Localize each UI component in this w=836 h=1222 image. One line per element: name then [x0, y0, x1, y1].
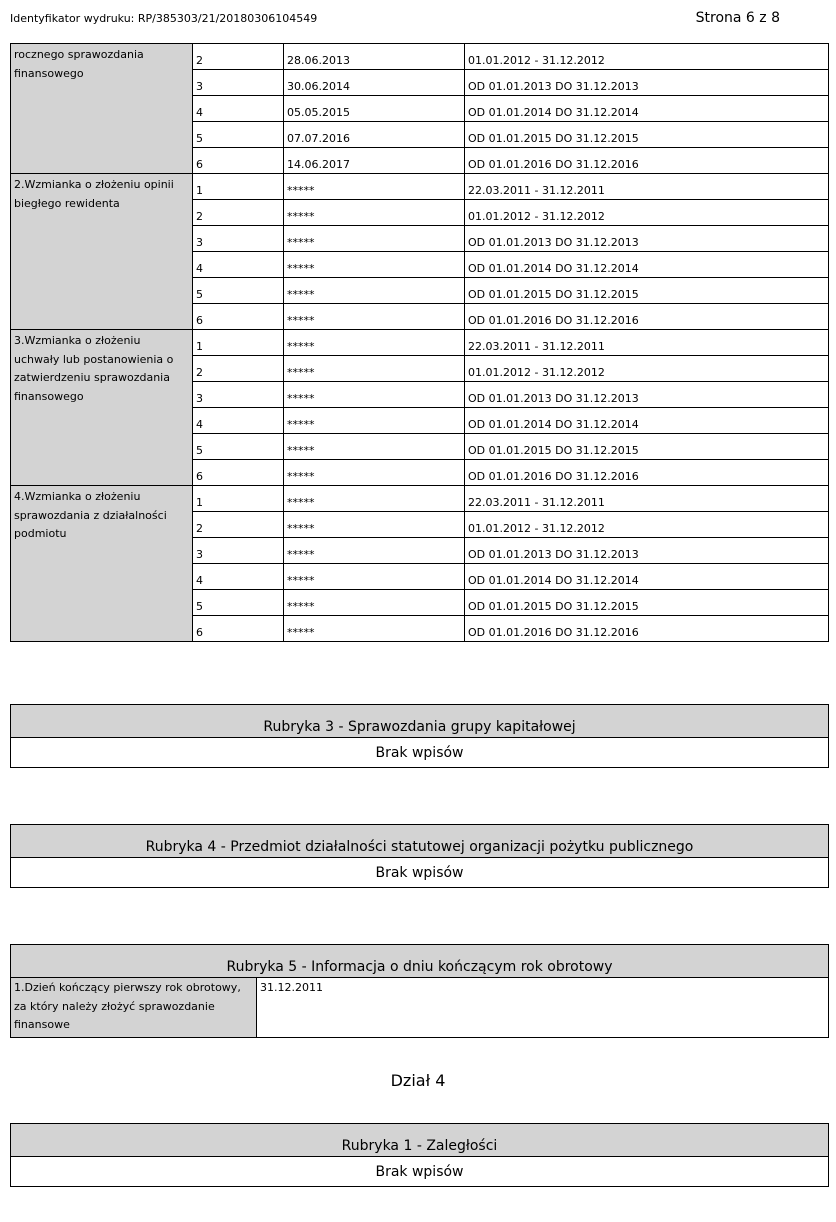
entry-period: OD 01.01.2016 DO 31.12.2016 — [465, 616, 829, 642]
entry-period: OD 01.01.2015 DO 31.12.2015 — [465, 278, 829, 304]
entry-number: 2 — [193, 356, 284, 382]
entry-period: OD 01.01.2014 DO 31.12.2014 — [465, 96, 829, 122]
entry-period: 01.01.2012 - 31.12.2012 — [465, 512, 829, 538]
dzial-4-rubryka-1-box — [10, 1123, 829, 1187]
entry-period: OD 01.01.2015 DO 31.12.2015 — [465, 434, 829, 460]
table-row — [11, 330, 829, 356]
entry-number: 4 — [193, 564, 284, 590]
entry-period: OD 01.01.2014 DO 31.12.2014 — [465, 564, 829, 590]
entry-period: OD 01.01.2016 DO 31.12.2016 — [465, 460, 829, 486]
entry-date: ***** — [284, 408, 465, 434]
entry-number: 3 — [193, 538, 284, 564]
rubryka-4-empty: Brak wpisów — [11, 858, 829, 888]
rubryka-3-title: Rubryka 3 - Sprawozdania grupy kapitałowej — [11, 705, 829, 738]
entry-number: 1 — [193, 330, 284, 356]
entry-date: ***** — [284, 590, 465, 616]
entry-number: 1 — [193, 174, 284, 200]
entry-number: 2 — [193, 200, 284, 226]
entry-period: OD 01.01.2013 DO 31.12.2013 — [465, 70, 829, 96]
entry-period: 01.01.2012 - 31.12.2012 — [465, 44, 829, 70]
entry-number: 3 — [193, 70, 284, 96]
entry-number: 2 — [193, 512, 284, 538]
entry-number: 6 — [193, 616, 284, 642]
table-row — [11, 486, 829, 512]
entry-date: ***** — [284, 304, 465, 330]
page-number: Strona 6 z 8 — [695, 10, 780, 26]
dzial-4-rubryka-1-empty: Brak wpisów — [11, 1157, 829, 1187]
entry-period: 22.03.2011 - 31.12.2011 — [465, 330, 829, 356]
entry-number: 2 — [193, 44, 284, 70]
entry-date: ***** — [284, 460, 465, 486]
table-row — [11, 174, 829, 200]
entries-table — [10, 43, 829, 642]
entry-number: 6 — [193, 460, 284, 486]
entry-number: 3 — [193, 382, 284, 408]
entry-period: 01.01.2012 - 31.12.2012 — [465, 200, 829, 226]
entry-date: 05.05.2015 — [284, 96, 465, 122]
entry-date: ***** — [284, 616, 465, 642]
entry-number: 3 — [193, 226, 284, 252]
table-row — [11, 44, 829, 70]
entry-period: 22.03.2011 - 31.12.2011 — [465, 486, 829, 512]
rubryka-4-title: Rubryka 4 - Przedmiot działalności statutowej organizacji pożytku publicznego — [11, 825, 829, 858]
entry-date: ***** — [284, 278, 465, 304]
entry-date: ***** — [284, 486, 465, 512]
entry-period: OD 01.01.2014 DO 31.12.2014 — [465, 252, 829, 278]
entry-number: 1 — [193, 486, 284, 512]
group-label: 4.Wzmianka o złożeniu sprawozdania z działalności podmiotu — [11, 486, 193, 642]
entry-date: 28.06.2013 — [284, 44, 465, 70]
entry-date: ***** — [284, 382, 465, 408]
entry-number: 5 — [193, 590, 284, 616]
rubryka-5-box — [10, 944, 829, 1038]
entry-number: 4 — [193, 408, 284, 434]
group-label: 3.Wzmianka o złożeniu uchwały lub postanowienia o zatwierdzeniu sprawozdania finansowego — [11, 330, 193, 486]
group-label: 2.Wzmianka o złożeniu opinii biegłego rewidenta — [11, 174, 193, 330]
print-identifier: Identyfikator wydruku: RP/385303/21/20180306104549 — [10, 12, 318, 25]
entry-number: 4 — [193, 96, 284, 122]
entry-date: ***** — [284, 564, 465, 590]
entry-number: 6 — [193, 148, 284, 174]
entry-date: ***** — [284, 512, 465, 538]
entry-date: 14.06.2017 — [284, 148, 465, 174]
rubryka-3-empty: Brak wpisów — [11, 738, 829, 768]
entry-number: 4 — [193, 252, 284, 278]
entry-date: ***** — [284, 538, 465, 564]
entry-date: ***** — [284, 200, 465, 226]
entry-date: ***** — [284, 174, 465, 200]
entry-period: OD 01.01.2015 DO 31.12.2015 — [465, 122, 829, 148]
entry-number: 5 — [193, 278, 284, 304]
section-title: Dział 4 — [390, 1071, 446, 1090]
entry-period: 22.03.2011 - 31.12.2011 — [465, 174, 829, 200]
rubryka-3-box — [10, 704, 829, 768]
group-label: rocznego sprawozdania finansowego — [11, 44, 193, 174]
entry-period: OD 01.01.2016 DO 31.12.2016 — [465, 304, 829, 330]
entry-period: OD 01.01.2014 DO 31.12.2014 — [465, 408, 829, 434]
fiscal-year-value: 31.12.2011 — [257, 978, 829, 1038]
entry-period: 01.01.2012 - 31.12.2012 — [465, 356, 829, 382]
entry-date: 30.06.2014 — [284, 70, 465, 96]
entry-date: ***** — [284, 434, 465, 460]
fiscal-year-label: 1.Dzień kończący pierwszy rok obrotowy, za który należy złożyć sprawozdanie finansowe — [11, 978, 257, 1038]
entry-number: 5 — [193, 122, 284, 148]
entry-number: 5 — [193, 434, 284, 460]
entry-period: OD 01.01.2013 DO 31.12.2013 — [465, 226, 829, 252]
entry-date: 07.07.2016 — [284, 122, 465, 148]
entry-period: OD 01.01.2013 DO 31.12.2013 — [465, 538, 829, 564]
entry-period: OD 01.01.2015 DO 31.12.2015 — [465, 590, 829, 616]
entry-number: 6 — [193, 304, 284, 330]
dzial-4-rubryka-1-title: Rubryka 1 - Zaległości — [11, 1124, 829, 1157]
rubryka-5-title: Rubryka 5 - Informacja o dniu kończącym rok obrotowy — [11, 945, 829, 978]
entry-date: ***** — [284, 252, 465, 278]
entry-date: ***** — [284, 330, 465, 356]
entry-period: OD 01.01.2016 DO 31.12.2016 — [465, 148, 829, 174]
entry-date: ***** — [284, 226, 465, 252]
entry-period: OD 01.01.2013 DO 31.12.2013 — [465, 382, 829, 408]
entry-date: ***** — [284, 356, 465, 382]
rubryka-4-box — [10, 824, 829, 888]
